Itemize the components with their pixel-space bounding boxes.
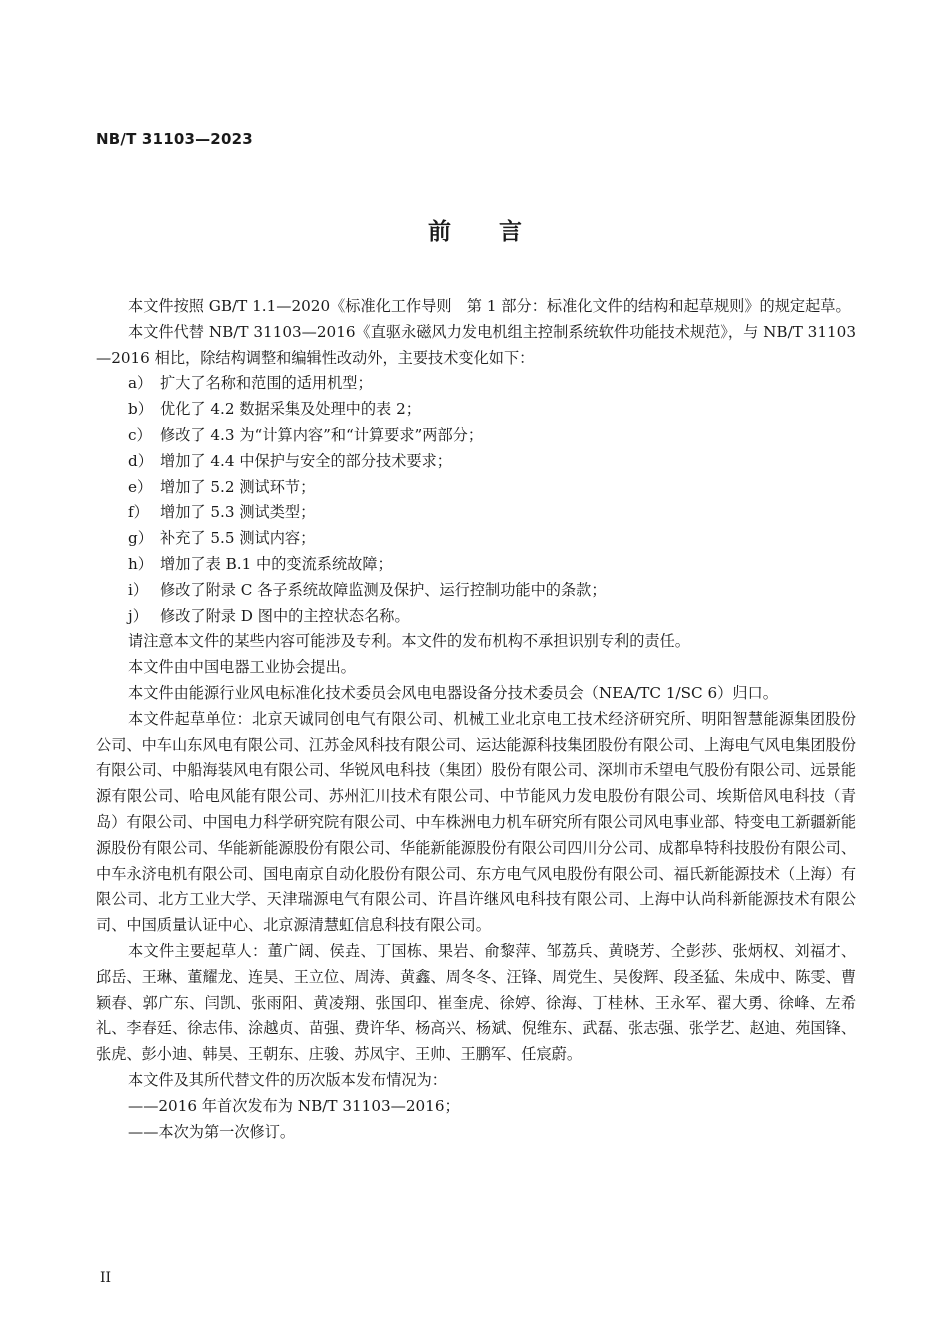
standard-code: NB/T 31103—2023 — [96, 130, 253, 148]
list-marker: j） — [128, 606, 148, 625]
list-item — [96, 578, 856, 604]
list-item — [96, 552, 856, 578]
paragraph-history-intro: 本文件及其所代替文件的历次版本发布情况为： — [128, 1070, 447, 1089]
paragraph-drafting-units: 本文件起草单位：北京天诚同创电气有限公司、机械工业北京电工技术经济研究所、明阳智慧能源集团股份公司、中车山东风电有限公司、江苏金风科技有限公司、运达能源科技集团股份有限公司、上海电气风电集团股份有限公司、中船海装风电有限公司、华锐风电科技（集团）股份有限公司、深圳市禾望电气股份有限公司、远景能源有限公司、哈电风能有限公司、苏州汇川技术有限公司、中节能风力发电股份有限公司、埃斯倍风电科技（青岛）有限公司、中国电力科学研究院有限公司、中车株洲电力机车研究所有限公司风电事业部、特变电工新疆新能源股份有限公司、华能新能源股份有限公司、华能新能源股份有限公司四川分公司、成都阜特科技股份有限公司、中车永济电机有限公司、国电南京自动化股份有限公司、东方电气风电股份有限公司、福氏新能源技术（上海）有限公司、北方工业大学、天津瑞源电气有限公司、许昌许继风电科技有限公司、上海中认尚科新能源技术有限公司、中国质量认证中心、北京源清慧虹信息科技有限公司。 — [96, 709, 856, 935]
list-item — [96, 475, 856, 501]
list-item-text: 增加了 5.3 测试类型； — [160, 503, 316, 522]
paragraph-drafters: 本文件主要起草人：董广阔、侯垚、丁国栋、果岩、俞黎萍、邹荔兵、黄晓芳、仝彭莎、张炳权、刘福才、邱岳、王琳、董耀龙、连昊、王立位、周涛、黄鑫、周冬冬、汪锋、周党生、吴俊辉、段圣猛、朱成中、陈雯、曹颖春、郭广东、闫凯、张雨阳、黄凌翔、张国印、崔奎虎、徐婷、徐海、丁桂林、王永军、翟大勇、徐峰、左希礼、李春廷、徐志伟、涂越贞、苗强、费许华、杨高兴、杨斌、倪维东、武磊、张志强、张学艺、赵迪、苑国锋、张虎、彭小迪、韩昊、王朝东、庄骏、苏凤宇、王帅、王鹏军、任宸蔚。 — [96, 941, 856, 1064]
paragraph-proposer: 本文件由中国电器工业协会提出。 — [128, 658, 356, 677]
list-marker: e） — [128, 477, 153, 496]
paragraph-replacement: 本文件代替 NB/T 31103—2016《直驱永磁风力发电机组主控制系统软件功能技术规范》，与 NB/T 31103—2016 相比，除结构调整和编辑性改动外，主要技术变化如下： — [96, 322, 856, 367]
list-marker: g） — [128, 529, 153, 548]
page-title: 前言 — [428, 219, 570, 245]
list-item-text: 优化了 4.2 数据采集及处理中的表 2； — [160, 400, 421, 419]
list-marker: h） — [128, 554, 153, 573]
list-marker: d） — [128, 451, 153, 470]
list-item — [96, 423, 856, 449]
paragraph-drafting-rules: 本文件按照 GB/T 1.1—2020《标准化工作导则 第 1 部分：标准化文件的结构和起草规则》的规定起草。 — [128, 297, 851, 315]
list-marker: b） — [128, 400, 153, 419]
list-item — [96, 526, 856, 552]
list-item — [96, 500, 856, 526]
list-item — [96, 397, 856, 423]
list-item-text: 增加了表 B.1 中的变流系统故障； — [160, 554, 393, 573]
list-item-text: 增加了 5.2 测试环节； — [160, 477, 316, 496]
list-item-text: 扩大了名称和范围的适用机型； — [160, 374, 373, 393]
list-item-text: 修改了附录 C 各子系统故障监测及保护、运行控制功能中的条款； — [160, 580, 607, 599]
list-item — [96, 449, 856, 475]
changes-list — [96, 371, 856, 629]
list-marker: f） — [128, 503, 149, 522]
history-item: ——本次为第一次修订。 — [128, 1122, 296, 1141]
history-item: ——2016 年首次发布为 NB/T 31103—2016； — [128, 1096, 460, 1115]
list-marker: a） — [128, 374, 153, 393]
list-marker: c） — [128, 425, 152, 444]
list-marker: i） — [128, 580, 149, 599]
list-item-text: 修改了附录 D 图中的主控状态名称。 — [160, 606, 410, 625]
list-item — [96, 371, 856, 397]
paragraph-patent-notice: 请注意本文件的某些内容可能涉及专利。本文件的发布机构不承担识别专利的责任。 — [128, 632, 690, 651]
page-number: II — [100, 1270, 112, 1286]
list-item-text: 增加了 4.4 中保护与安全的部分技术要求； — [160, 451, 452, 470]
foreword-body — [96, 294, 856, 1145]
paragraph-centralized: 本文件由能源行业风电标准化技术委员会风电电器设备分技术委员会（NEA/TC 1/SC 6）归口。 — [128, 683, 778, 702]
list-item-text: 补充了 5.5 测试内容； — [160, 529, 316, 548]
list-item-text: 修改了 4.3 为“计算内容”和“计算要求”两部分； — [160, 425, 484, 444]
list-item — [96, 604, 856, 630]
